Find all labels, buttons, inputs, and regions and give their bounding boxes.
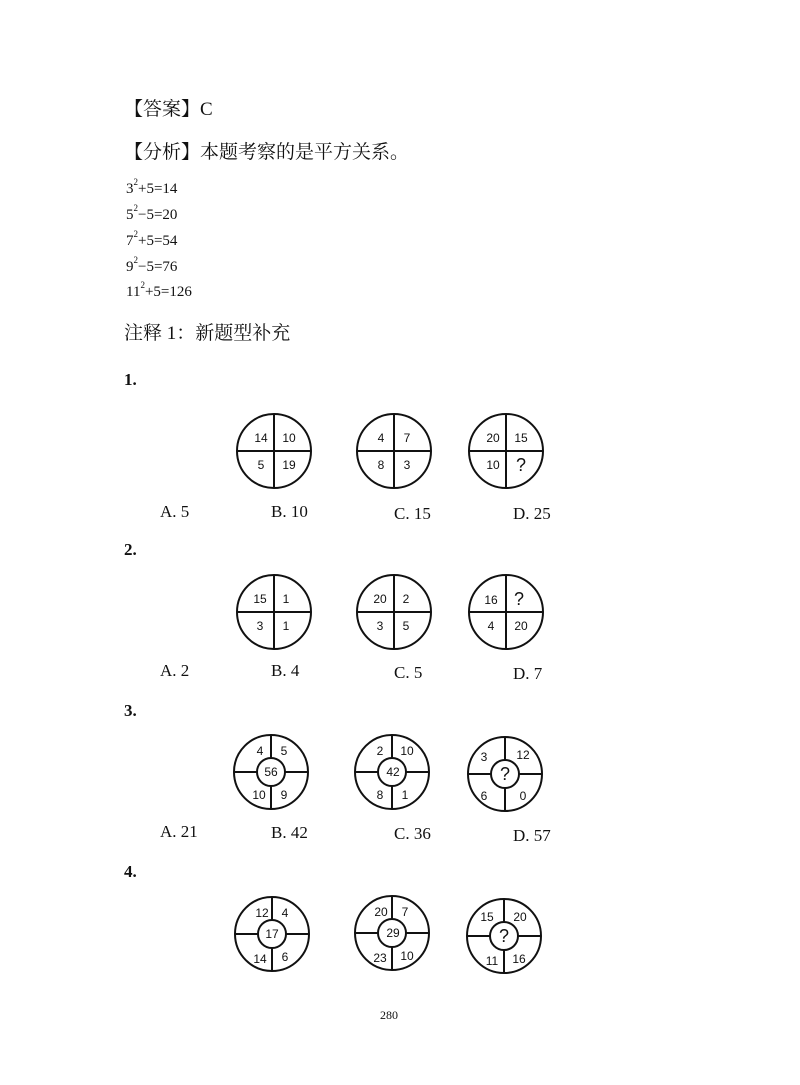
option-a: A. 21 <box>160 822 198 841</box>
cell-tr: 7 <box>401 905 409 919</box>
cell-center: 56 <box>264 765 278 779</box>
problem-2-circle-2 <box>355 573 433 651</box>
equation-3: $7^2+5=54$ <box>126 229 178 249</box>
note-heading: 注释 1：新题型补充 <box>124 323 291 344</box>
cell-center: 42 <box>386 765 400 779</box>
cell-center: ? <box>498 926 510 946</box>
problem-1-circle-1 <box>235 412 313 490</box>
option-b: B. 42 <box>271 823 308 842</box>
cell-bl: 3 <box>256 619 264 633</box>
cell-tr: 5 <box>280 744 288 758</box>
cell-center: 17 <box>265 927 279 941</box>
equation-4: $9^2-5=76$ <box>126 255 178 275</box>
option-d: D. 57 <box>513 826 551 845</box>
cell-bl: 10 <box>252 788 266 802</box>
equation-5: $11^2+5=126$ <box>126 280 192 300</box>
cell-br: 1 <box>282 619 290 633</box>
cell-tl: 15 <box>253 592 267 606</box>
cell-tl: 20 <box>374 905 388 919</box>
cell-bl: 10 <box>486 458 500 472</box>
cell-tr: 1 <box>282 592 290 606</box>
cell-tr: 10 <box>282 431 296 445</box>
cell-tr: ? <box>513 589 525 609</box>
cell-center: 29 <box>386 926 400 940</box>
answer-line: 【答案】C <box>124 99 213 120</box>
problem-3-number: 3. <box>124 701 137 720</box>
cell-bl: 8 <box>377 458 385 472</box>
problem-1-circle-2 <box>355 412 433 490</box>
cell-br: 19 <box>282 458 296 472</box>
cell-br: ? <box>515 455 527 475</box>
option-c: C. 15 <box>394 504 431 523</box>
problem-1-number: 1. <box>124 370 137 389</box>
cell-tl: 16 <box>484 593 498 607</box>
equation-2: $5^2-5=20$ <box>126 203 178 223</box>
cell-br: 3 <box>403 458 411 472</box>
cell-tl: 15 <box>480 910 494 924</box>
cell-tl: 3 <box>480 750 488 764</box>
option-d: D. 25 <box>513 504 551 523</box>
cell-bl: 3 <box>376 619 384 633</box>
cell-tr: 20 <box>513 910 527 924</box>
problem-2-circle-3 <box>467 573 545 651</box>
option-c: C. 36 <box>394 824 431 843</box>
problem-4-number: 4. <box>124 862 137 881</box>
cell-center: ? <box>499 764 511 784</box>
cell-tl: 2 <box>376 744 384 758</box>
problem-2-circle-1 <box>235 573 313 651</box>
cell-br: 16 <box>512 952 526 966</box>
equation-1: $3^2+5=14$ <box>126 177 178 197</box>
cell-tl: 4 <box>377 431 385 445</box>
cell-bl: 5 <box>257 458 265 472</box>
cell-tl: 20 <box>486 431 500 445</box>
problem-2-number: 2. <box>124 540 137 559</box>
cell-bl: 14 <box>253 952 267 966</box>
cell-br: 9 <box>280 788 288 802</box>
cell-bl: 23 <box>373 951 387 965</box>
cell-tl: 20 <box>373 592 387 606</box>
cell-bl: 4 <box>487 619 495 633</box>
cell-br: 6 <box>281 950 289 964</box>
cell-tl: 12 <box>255 906 269 920</box>
cell-br: 5 <box>402 619 410 633</box>
cell-tr: 4 <box>281 906 289 920</box>
cell-bl: 8 <box>376 788 384 802</box>
cell-tl: 4 <box>256 744 264 758</box>
cell-tr: 12 <box>516 748 530 762</box>
page-number: 280 <box>380 1008 398 1022</box>
problem-3-circle-1 <box>232 733 310 811</box>
problem-4-circle-2 <box>353 894 431 972</box>
option-a: A. 5 <box>160 502 190 521</box>
problem-4-circle-3 <box>465 897 543 975</box>
cell-br: 0 <box>519 789 527 803</box>
cell-tr: 2 <box>402 592 410 606</box>
problem-3-circle-3 <box>466 735 544 813</box>
cell-bl: 6 <box>480 789 488 803</box>
cell-br: 20 <box>514 619 528 633</box>
problem-3-circle-2 <box>353 733 431 811</box>
cell-bl: 11 <box>485 954 499 968</box>
analysis-line: 【分析】本题考察的是平方关系。 <box>124 142 410 163</box>
cell-br: 10 <box>400 949 414 963</box>
cell-tr: 7 <box>403 431 411 445</box>
option-b: B. 10 <box>271 502 308 521</box>
cell-br: 1 <box>401 788 409 802</box>
option-b: B. 4 <box>271 661 300 680</box>
cell-tr: 15 <box>514 431 528 445</box>
option-d: D. 7 <box>513 664 543 683</box>
option-c: C. 5 <box>394 663 423 682</box>
option-a: A. 2 <box>160 661 190 680</box>
problem-1-circle-3 <box>467 412 545 490</box>
cell-tl: 14 <box>254 431 268 445</box>
problem-4-circle-1 <box>233 895 311 973</box>
cell-tr: 10 <box>400 744 414 758</box>
